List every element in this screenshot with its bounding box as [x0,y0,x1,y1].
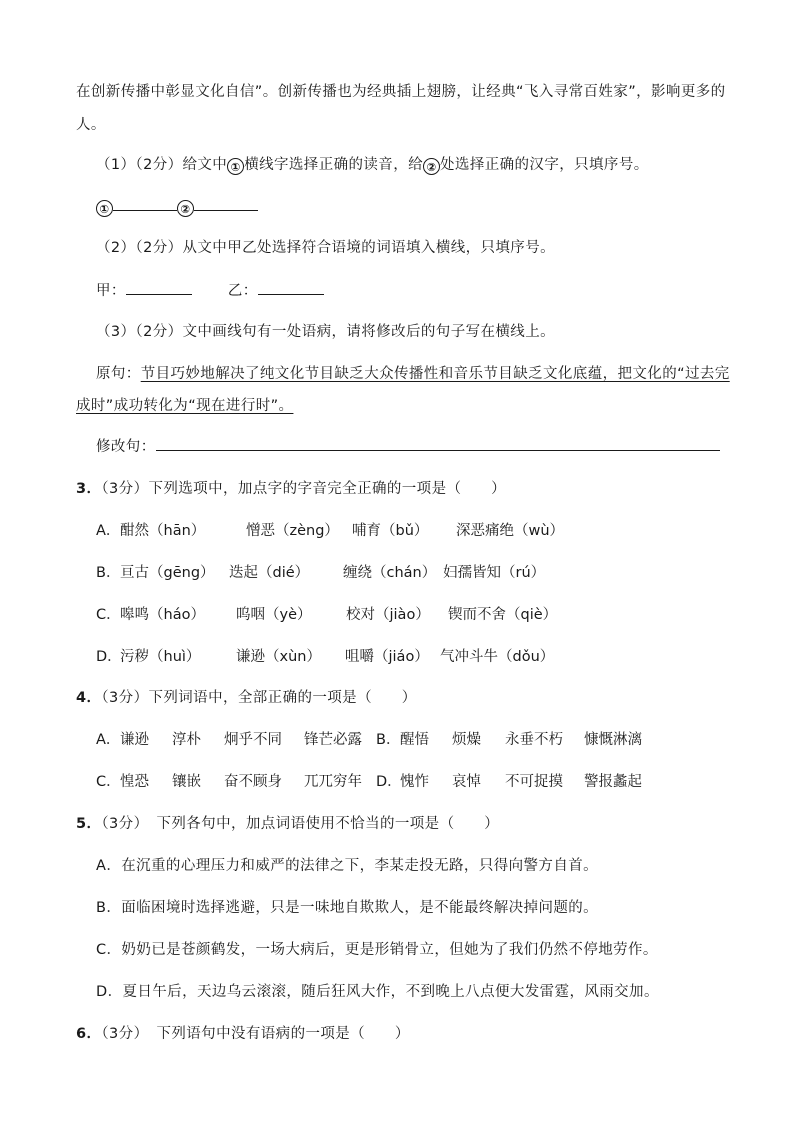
q3-option-d-letter: D． [96,649,122,665]
yi-blank[interactable] [258,280,324,295]
revise-label: 修改句： [96,439,156,455]
q4-option-d-letter: D． [376,774,402,790]
original-label: 原句： [96,366,141,382]
q3-option-a-item: 哺育（bǔ） [352,523,429,539]
answer-1-marker: ① [96,200,113,217]
q4-score: （3分） [101,690,149,706]
q2-sub1-text-a: （1）（2分）给文中 [96,157,228,173]
q2-sub2-answer-row [96,280,324,301]
q3-option-b-item: 亘古（gēng） [120,565,215,581]
q3-number: 3． [76,481,102,497]
q4-option-b-word: 永垂不朽 [505,732,563,748]
q3-option-b-item: 妇孺皆知（rú） [443,565,546,581]
original-sentence-part-1: 节目巧妙地解决了纯文化节目缺乏大众传播性和音乐节目缺乏文化底蕴，把文化的“过去完 [140,366,730,382]
q3-option-d-item: 咀嚼（jiáo） [345,649,429,665]
q5-score: （3分） [101,816,149,832]
q4-option-c-word: 惶恐 [120,774,149,790]
q6-score: （3分） [101,1026,149,1042]
q3-option-d-item: 污秽（huì） [120,649,201,665]
q3-option-d-item: 谦逊（xùn） [236,649,321,665]
revise-row [96,436,720,457]
q2-sub2-prompt: （2）（2分）从文中甲乙处选择符合语境的词语填入横线，只填序号。 [96,240,555,256]
q5-question: 下列各句中，加点词语使用不恰当的一项是（ ） [156,816,500,832]
q4-option-b-word: 烦燥 [452,732,481,748]
q3-option-b-item: 迭起（dié） [229,565,310,581]
q3-option-c-item: 嗥鸣（háo） [120,607,205,623]
q2-sub1-text-c: 处选择正确的汉字，只填序号。 [440,157,649,173]
q3-option-c-letter: C． [96,607,121,623]
q4-option-a-letter: A． [96,732,121,748]
answer-2-blank[interactable] [194,196,258,211]
q2-sub1-text-b: 横线字选择正确的读音，给 [244,157,424,173]
q3-option-c-item: 校对（jiào） [346,607,430,623]
circled-2-marker: ② [423,158,440,175]
intro-line-1: 在创新传播中彰显文化自信”。创新传播也为经典插上翅膀，让经典“飞入寻常百姓家”，影响更多的 [76,84,726,100]
answer-1-blank[interactable] [113,196,177,211]
q3-option-c-item: 锲而不舍（qiè） [448,607,558,623]
q2-sub1-prompt [96,155,649,175]
q4-option-b-word: 醒悟 [400,732,429,748]
q5-option-b[interactable]: B．面临困境时选择逃避，只是一味地自欺欺人，是不能最终解决掉问题的。 [96,900,599,916]
jia-blank[interactable] [126,280,192,295]
q4-option-c-word: 兀兀穷年 [304,774,362,790]
q3-option-a-item: 憎恶（zèng） [246,523,339,539]
original-sentence-line-1 [96,364,730,384]
q4-option-d-word: 警报蠡起 [584,774,642,790]
q3-option-a-item: 酣然（hān） [120,523,206,539]
q3-score: （3分） [101,481,149,497]
q3-option-a-item: 深恶痛绝（wù） [456,523,565,539]
q4-option-b-letter: B． [376,732,401,748]
q4-option-d-word: 哀悼 [452,774,481,790]
q4-option-a-word: 谦逊 [120,732,149,748]
q4-option-c-word: 镶嵌 [172,774,201,790]
q5-number: 5． [76,816,102,832]
q4-question: 下列词语中，全部正确的一项是（ ） [148,690,417,706]
q3-stem [76,479,506,499]
q3-option-b-item: 缠绕（chán） [343,565,437,581]
q4-option-a-word: 锋芒必露 [304,732,362,748]
answer-2-marker: ② [177,200,194,217]
q2-sub3-prompt: （3）（2分）文中画线句有一处语病，请将修改后的句子写在横线上。 [96,324,555,340]
q4-number: 4． [76,690,102,706]
q5-option-a[interactable]: A．在沉重的心理压力和威严的法律之下，李某走投无路，只得向警方自首。 [96,858,599,874]
circled-1-marker: ① [227,158,244,175]
q6-number: 6． [76,1026,102,1042]
q4-option-a-word: 淳朴 [172,732,201,748]
q4-stem [76,688,417,708]
q5-option-d[interactable]: D．夏日午后，天边乌云滚滚，随后狂风大作，不到晚上八点便大发雷霆，风雨交加。 [96,984,659,1000]
q5-stem [76,814,499,834]
intro-line-2: 人。 [76,117,106,133]
q4-option-d-word: 愧怍 [400,774,429,790]
revise-blank[interactable] [156,436,720,451]
q5-option-c[interactable]: C．奶奶已是苍颜鹤发，一场大病后，更是形销骨立，但她为了我们仍然不停地劳作。 [96,942,658,958]
q3-option-b-letter: B． [96,565,121,581]
q3-option-d-item: 气冲斗牛（dǒu） [440,649,555,665]
original-sentence-line-2: 成时”成功转化为“现在进行时”。 [76,398,294,414]
q3-question: 下列选项中，加点字的字音完全正确的一项是（ ） [148,481,507,497]
q4-option-c-letter: C． [96,774,121,790]
q4-option-b-word: 慷慨淋漓 [584,732,642,748]
q3-option-c-item: 呜咽（yè） [236,607,312,623]
yi-label: 乙： [227,283,258,299]
q6-question: 下列语句中没有语病的一项是（ ） [156,1026,410,1042]
q4-option-c-word: 奋不顾身 [224,774,282,790]
jia-label: 甲： [96,283,126,299]
q2-sub1-answer-row [96,196,258,217]
q4-option-a-word: 炯乎不同 [224,732,282,748]
q3-option-a-letter: A． [96,523,121,539]
q6-stem [76,1024,410,1044]
q4-option-d-word: 不可捉摸 [505,774,563,790]
